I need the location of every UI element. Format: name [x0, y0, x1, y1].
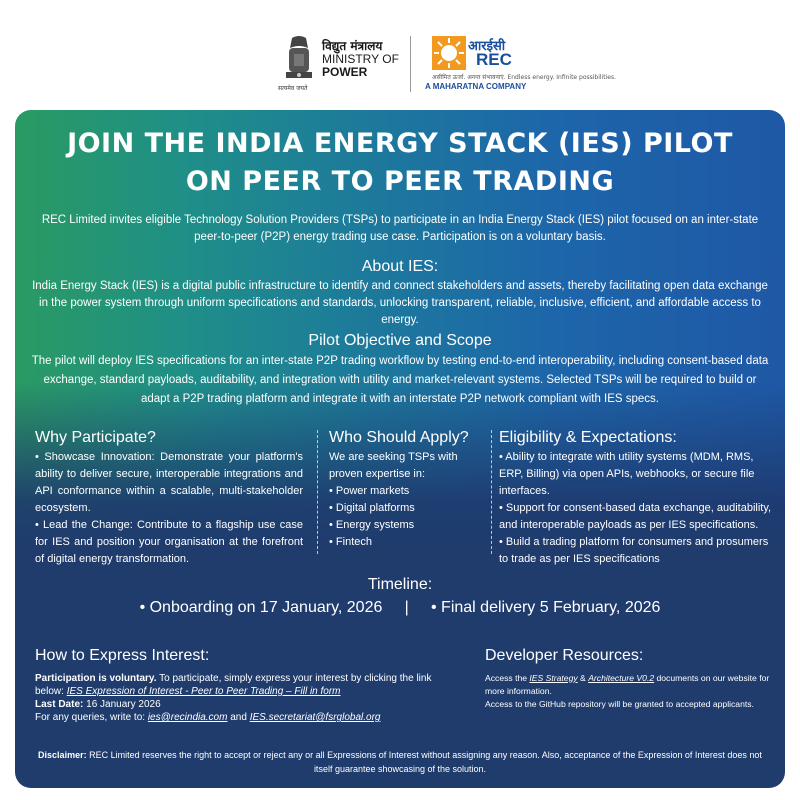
- ministry-line2: POWER: [322, 65, 368, 79]
- why-heading: Why Participate?: [35, 429, 156, 446]
- github-note: Access to the GitHub repository will be granted to accepted applicants.: [485, 699, 754, 709]
- column-divider: [317, 430, 318, 554]
- intro-text: REC Limited invites eligible Technology Solution Providers (TSPs) to participate in an India Energy Stack (IES) pilot focused on an inter-state peer-to-peer (P2P) energy trading use case. Participation is on a voluntary basis.: [41, 214, 759, 243]
- timeline-onboarding: • Onboarding on 17 January, 2026: [139, 599, 383, 616]
- eoi-form-link[interactable]: IES Expression of Interest - Peer to Peer Trading – Fill in form: [66, 686, 341, 697]
- timeline-separator: |: [404, 599, 409, 616]
- pilot-heading: Pilot Objective and Scope: [308, 332, 492, 349]
- column-divider: [491, 430, 492, 554]
- who-should-apply-section: [329, 428, 489, 551]
- why-item: • Showcase Innovation: Demonstrate your platform's ability to deliver secure, interoperable integrations and API conformance within a scalable, multi-stakeholder ecosystem.: [35, 451, 303, 514]
- who-item: • Digital platforms: [329, 502, 415, 514]
- ministry-hindi: विद्युत मंत्रालय: [322, 39, 383, 53]
- page-title-line1: JOIN THE INDIA ENERGY STACK (IES) PILOT: [67, 128, 733, 159]
- voluntary-label: Participation is voluntary.: [35, 673, 157, 684]
- why-item: • Lead the Change: Contribute to a flagship use case for IES and position your organisation at the forefront of digital energy transformation.: [35, 519, 303, 565]
- logo-divider: [410, 36, 411, 92]
- about-text: India Energy Stack (IES) is a digital public infrastructure to identify and connect stakeholders and assets, thereby facilitating open data exchange in the power system through uniform specifications and standards, unlocking transparent, reliable, inclusive, efficient, and affordable access to energy.: [32, 280, 768, 326]
- eligibility-item: • Build a trading platform for consumers and prosumers to trade as per IES specifications: [499, 536, 769, 565]
- disclaimer: [29, 748, 771, 776]
- disclaimer-text: REC Limited reserves the right to accept or reject any or all Expressions of Interest without assigning any reason. Also, acceptance of the Expression of Interest does not itself guarantee showcasing of the solution.: [86, 750, 762, 774]
- rec-sun-logo-icon: [432, 36, 466, 70]
- last-date-value: 16 January 2026: [83, 699, 161, 710]
- eligibility-item: • Ability to integrate with utility systems (MDM, RMS, ERP, Billing) via open APIs, webhooks, or secure file interfaces.: [499, 451, 755, 497]
- who-item: • Fintech: [329, 536, 372, 548]
- express-heading: How to Express Interest:: [35, 647, 210, 664]
- header: [0, 0, 800, 108]
- eligibility-heading: Eligibility & Expectations:: [499, 429, 677, 446]
- ministry-of-power-logo: [322, 40, 399, 79]
- timeline-heading: Timeline:: [367, 576, 433, 593]
- emblem-caption: सत्यमेव जयते: [278, 85, 308, 92]
- queries-prefix: For any queries, write to:: [35, 712, 148, 723]
- last-date-label: Last Date:: [35, 699, 84, 710]
- eligibility-section: [499, 428, 775, 568]
- developer-resources-section: Developer Resources: Access the IES Strategy & Architecture V0.2 documents on our website for more information. Access to the GitHub repository will be granted to accepted applicants.: [485, 646, 777, 711]
- disclaimer-label: Disclaimer:: [38, 750, 87, 760]
- about-heading: About IES:: [361, 258, 439, 275]
- rec-name: REC: [476, 50, 512, 69]
- who-intro: We are seeking TSPs with proven expertise in:: [329, 451, 458, 480]
- ies-strategy-link[interactable]: IES Strategy: [529, 673, 578, 683]
- rec-maharatna: A MAHARATNA COMPANY: [425, 82, 527, 91]
- architecture-link[interactable]: Architecture V0.2: [588, 673, 655, 683]
- who-item: • Energy systems: [329, 519, 415, 531]
- timeline-dates: [15, 599, 785, 617]
- voluntary-text: To participate, simply express your interest by clicking the link below:: [35, 673, 432, 697]
- eligibility-item: • Support for consent-based data exchange, auditability, and interoperable payloads as per IES specifications.: [499, 502, 772, 531]
- announcement-card: [15, 110, 785, 788]
- timeline-final: • Final delivery 5 February, 2026: [431, 599, 661, 616]
- who-item: • Power markets: [329, 485, 410, 497]
- who-heading: Who Should Apply?: [329, 429, 469, 446]
- rec-hindi-name: आरईसी: [468, 39, 506, 54]
- email-link-secretariat[interactable]: IES.secretariat@fsrglobal.org: [249, 712, 381, 723]
- why-participate-section: [35, 428, 303, 568]
- rec-tagline: असीमित ऊर्जा. अनन्त संभावनाएं. Endless energy. Infinite possibilities.: [432, 74, 616, 81]
- developer-heading: Developer Resources:: [485, 647, 644, 664]
- pilot-text: The pilot will deploy IES specifications for an inter-state P2P trading workflow by testing end-to-end interoperability, including consent-based data exchange, standard payloads, auditability, and integration with utility and market-relevant systems. Selected TSPs will be required to build or adapt a P2P trading platform and integrate it with an interstate P2P network compliant with IES specs.: [31, 355, 769, 405]
- email-link-rec[interactable]: ies@recindia.com: [147, 712, 228, 723]
- express-interest-section: How to Express Interest: Participation is voluntary. To participate, simply express your interest by clicking the link below: IES Expression of Interest - Peer to Peer Trading – Fill in form Last Date: 16 January 2026 For any queries, write to: ies@recindia.com and IES.secretariat@fsrglobal.org: [35, 646, 455, 724]
- ministry-line1: MINISTRY OF: [322, 52, 399, 66]
- page-title-line2: ON PEER TO PEER TRADING: [185, 166, 615, 197]
